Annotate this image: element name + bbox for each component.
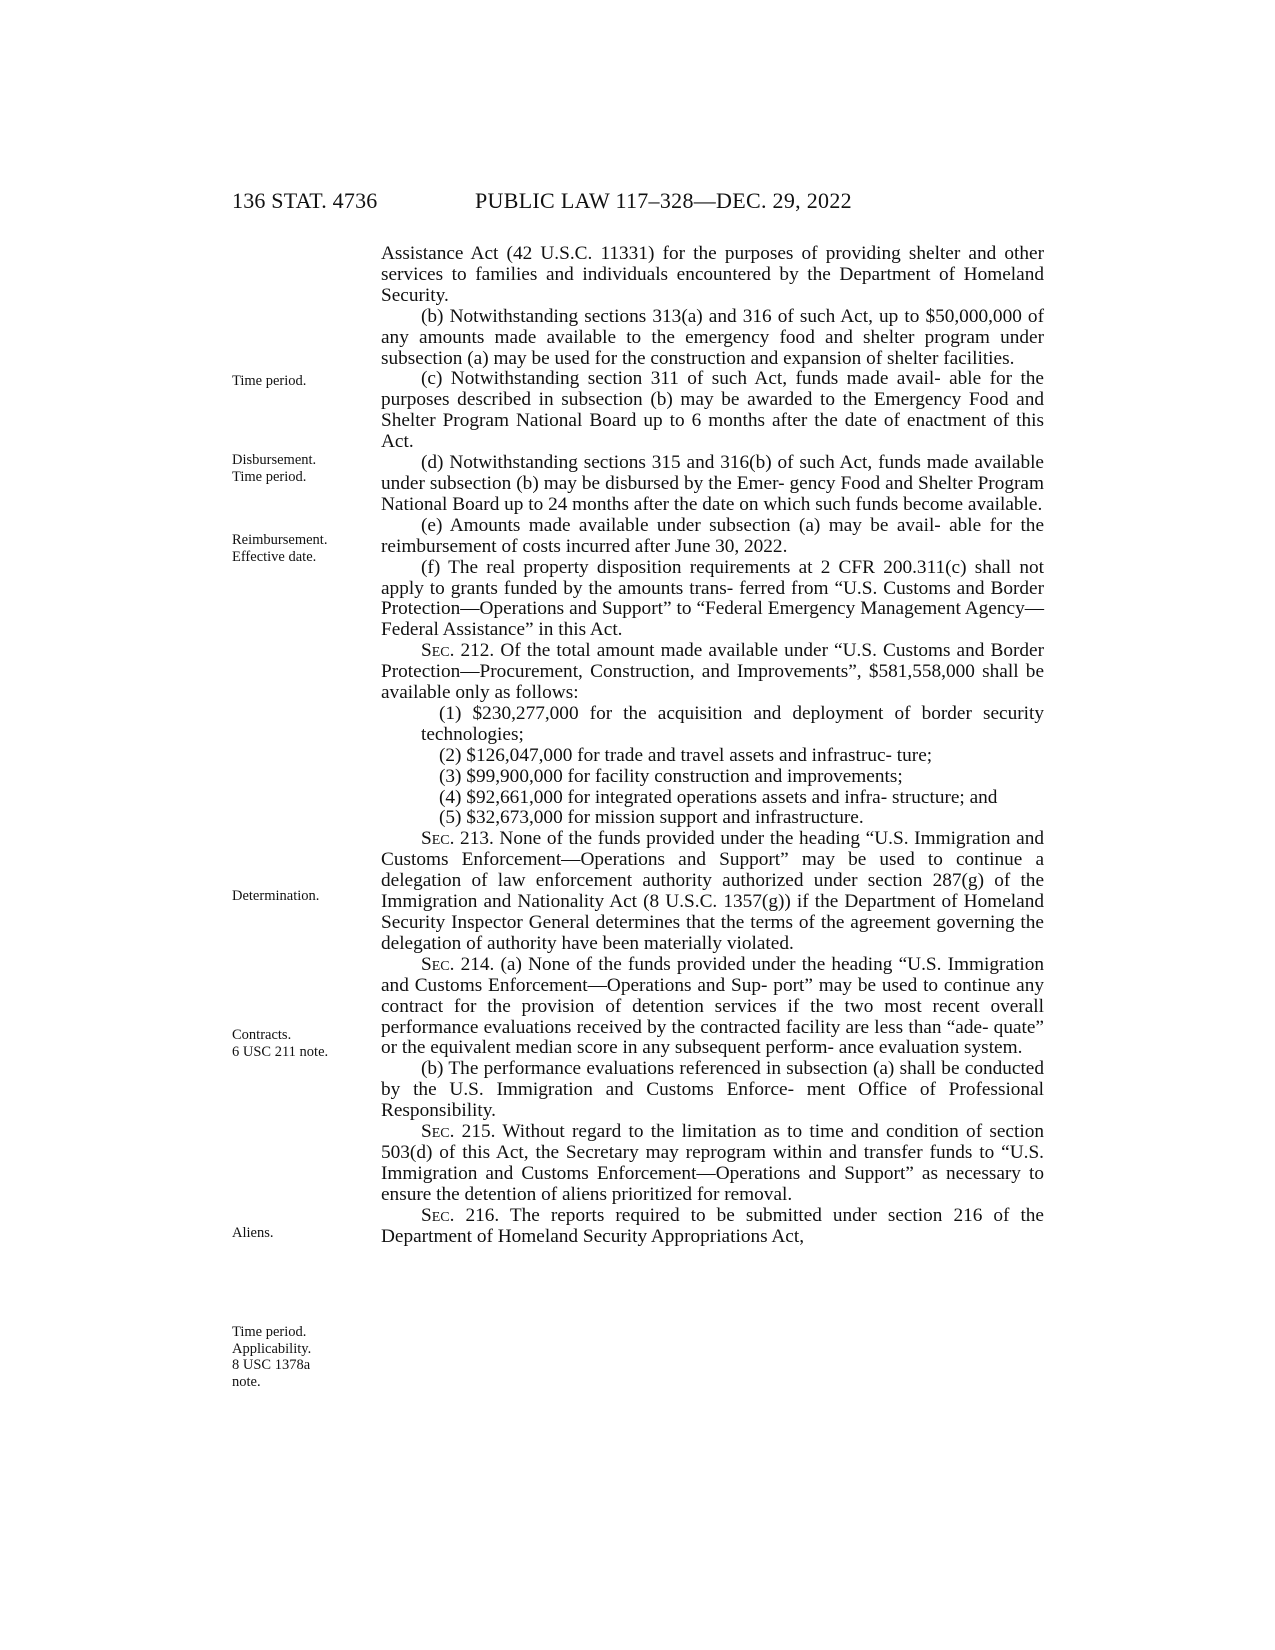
paragraph-subsection-214b: (b) The performance evaluations referenced in subsection (a) shall be conducted by the U.S. Immigration and Customs Enforce- ment Office of Professional Responsibility. [381,1058,1044,1122]
section-number: Sec. 213. [421,828,494,850]
paragraph-subsection-f: (f) The real property disposition requirements at 2 CFR 200.311(c) shall not apply to grants funded by the amounts trans- ferred from “U.S. Customs and Border Protection—Operations and Support” to “Federal Emergency Management Agency—Federal Assistance” in this Act. [381,556,1044,641]
section-number: Sec. 212. [421,640,495,662]
section-text: Of the total amount made available under “U.S. Customs and Border Protection—Procurement, Construction, and Improvements”, $581,558,000 shall be available only as follows: [381,640,1044,704]
paragraph-subsection-e: (e) Amounts made available under subsection (a) may be avail- able for the reimbursement of costs incurred after June 30, 2022. [381,514,1044,557]
margin-note-time-period-applicability: Time period. Applicability. 8 USC 1378a note. [232,1324,312,1390]
section-text: Without regard to the limitation as to time and condition of section 503(d) of this Act, the Secretary may reprogram within and transfer funds to “U.S. Immigration and Customs Enforcement—Operations and Support” as necessary to ensure the detention of aliens prioritized for removal. [381,1121,1044,1205]
paragraph-subsection-b: (b) Notwithstanding sections 313(a) and 316 of such Act, up to $50,000,000 of any amounts made available to the emergency food and shelter program under subsection (a) may be used for the construction and expansion of shelter facilities. [381,305,1044,369]
list-item: (2) $126,047,000 for trade and travel assets and infrastruc- ture; [439,744,933,766]
paragraph-subsection-d: (d) Notwithstanding sections 315 and 316(b) of such Act, funds made available under subsection (b) may be disbursed by the Emer- gency Food and Shelter Program National Board up to 24 months after the date on which such funds become available. [381,452,1044,515]
page-title: PUBLIC LAW 117–328—DEC. 29, 2022 [475,188,852,213]
section-number: Sec. 215. [421,1121,496,1143]
section-text: None of the funds provided under the heading “U.S. Immigration and Customs Enforcement—Operations and Support” may be used to continue a delegation of law enforcement authority authorized under section 287(g) of the Immigration and Nationality Act (8 U.S.C. 1357(g)) if the Department of Homeland Security Inspector General determines that the terms of the agreement governing the delegation of authority have been materially violated. [381,828,1045,954]
list-item: (4) $92,661,000 for integrated operations assets and infra- structure; and [439,786,998,808]
section-number: Sec. 216. [421,1204,500,1226]
list-item: (3) $99,900,000 for facility construction and improvements; [439,765,903,787]
section-text: (a) None of the funds provided under the heading “U.S. Immigration and Customs Enforcement—Operations and Sup- port” may be used to continue any contract for the provision of detention services if the two most recent overall performance evaluations received by the contracted facility are less than “ade- quate” or the equivalent median score in any subsequent perform- ance evaluation system. [381,953,1044,1059]
margin-note-reimbursement: Reimbursement. Effective date. [232,532,328,565]
paragraph-subsection-c: (c) Notwithstanding section 311 of such Act, funds made avail- able for the purposes described in subsection (b) may be awarded to the Emergency Food and Shelter Program National Board up to 6 months after the date of enactment of this Act. [381,368,1044,453]
section-text: The reports required to be submitted under section 216 of the Department of Homeland Security Appropriations Act, [381,1204,1044,1247]
section-212 [381,641,1044,704]
margin-note-contracts: Contracts. 6 USC 211 note. [232,1027,329,1060]
section-214 [381,955,1044,1060]
list-item: (1) $230,277,000 for the acquisition and deployment of border security technologies; [421,702,1044,745]
section-213 [381,829,1044,954]
margin-note-determination: Determination. [232,888,320,904]
statute-page-number: 136 STAT. 4736 [232,188,378,213]
section-number: Sec. 214. [421,953,495,975]
margin-note-aliens: Aliens. [232,1225,274,1241]
paragraph-continuation: Assistance Act (42 U.S.C. 11331) for the purposes of providing shelter and other services to families and individuals encountered by the Department of Homeland Security. [381,243,1044,306]
margin-note-time-period: Time period. [232,373,307,389]
list-item: (5) $32,673,000 for mission support and infrastructure. [439,807,864,829]
section-215 [381,1122,1044,1206]
section-216 [381,1206,1044,1248]
document-body [381,244,1044,1248]
page-header [0,188,1275,218]
margin-note-disbursement: Disbursement. Time period. [232,452,317,485]
